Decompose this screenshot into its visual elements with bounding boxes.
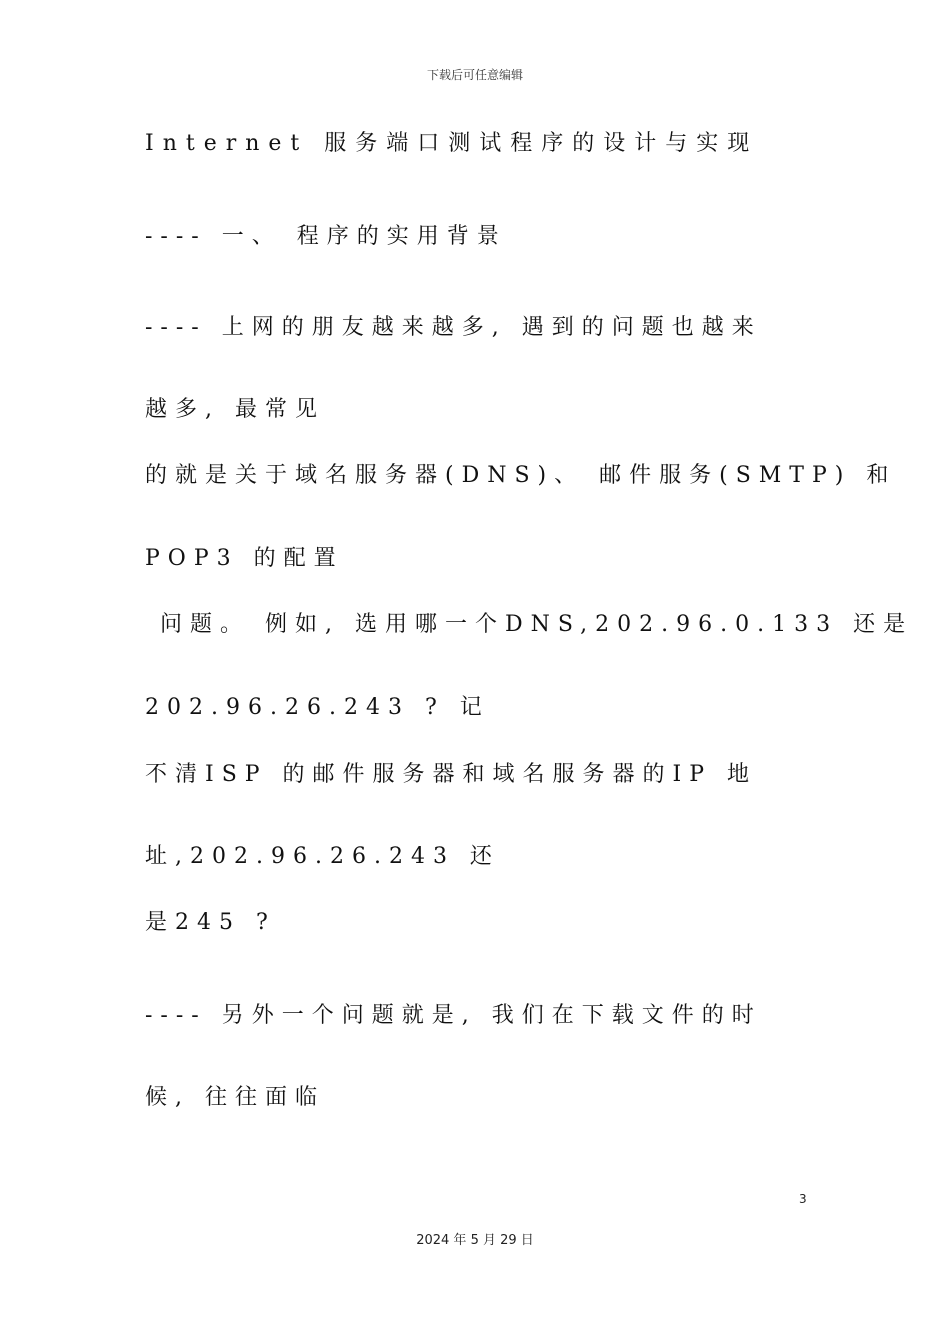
footer-date: 2024 年 5 月 29 日 bbox=[416, 1233, 534, 1248]
paragraph-line: 越多, 最常见 bbox=[145, 397, 325, 422]
paragraph-line: ---- 上网的朋友越来越多, 遇到的问题也越来 bbox=[145, 315, 762, 340]
paragraph-line: POP3 的配置 bbox=[145, 546, 344, 571]
paragraph-line: 不清ISP 的邮件服务器和域名服务器的IP 地 bbox=[145, 762, 758, 787]
paragraph-line: 是245 ? bbox=[145, 910, 276, 935]
paragraph-line: 202.96.26.243 ? 记 bbox=[145, 695, 490, 720]
paragraph-line: ---- 另外一个问题就是, 我们在下载文件的时 bbox=[145, 1003, 762, 1028]
page-number: 3 bbox=[799, 1192, 807, 1206]
page-header-note: 下载后可任意编辑 bbox=[426, 68, 523, 82]
paragraph-line: ---- 一、 程序的实用背景 bbox=[145, 224, 507, 249]
document-title: Internet 服务端口测试程序的设计与实现 bbox=[145, 131, 759, 156]
paragraph-line: 址,202.96.26.243 还 bbox=[145, 844, 500, 869]
paragraph-line: 的就是关于域名服务器(DNS)、 邮件服务(SMTP) 和 bbox=[145, 463, 897, 488]
paragraph-line: 候, 往往面临 bbox=[145, 1085, 325, 1110]
paragraph-line: 问题。 例如, 选用哪一个DNS,202.96.0.133 还是 bbox=[145, 612, 914, 637]
